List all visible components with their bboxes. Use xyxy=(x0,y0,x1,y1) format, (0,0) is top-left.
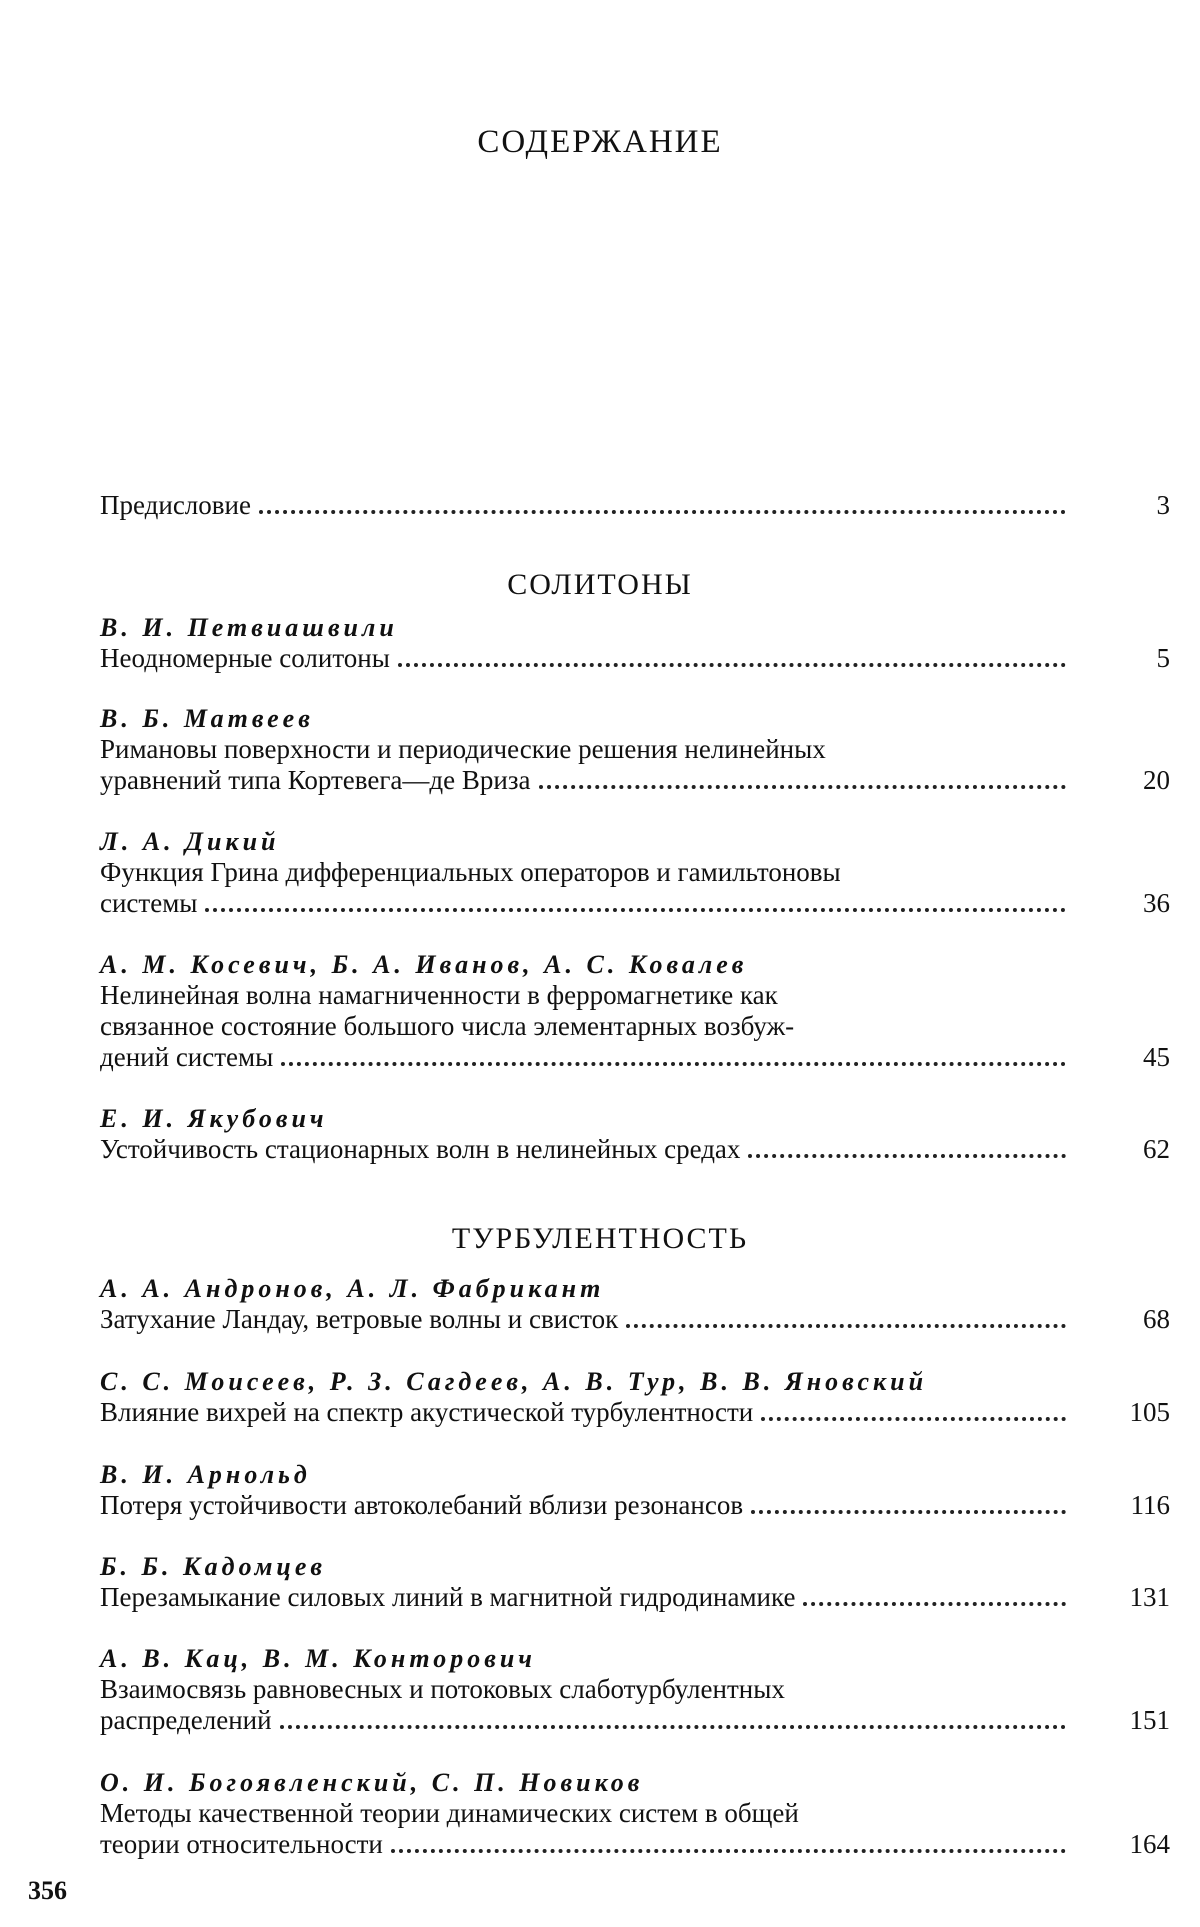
entry-page: 105 xyxy=(1129,1397,1170,1427)
toc-entry xyxy=(100,1459,1170,1521)
dot-leader xyxy=(539,785,1067,789)
toc-entry xyxy=(100,1273,1170,1335)
dot-leader xyxy=(398,663,1066,667)
entry-title-line: Влияние вихрей на спектр акустической турбулентности xyxy=(100,1397,754,1427)
toc-entry xyxy=(100,1366,1170,1428)
entry-page: 36 xyxy=(1143,888,1170,918)
entry-title-line: Затухание Ландау, ветровые волны и свисток xyxy=(100,1304,619,1334)
entry-title-line: теории относительности xyxy=(100,1829,383,1859)
dot-leader xyxy=(259,510,1066,514)
entry-page: 131 xyxy=(1129,1582,1170,1612)
entry-authors: А. А. Андронов, А. Л. Фабрикант xyxy=(100,1274,605,1303)
entry-title-line: уравнений типа Кортевега—де Вриза xyxy=(100,765,531,795)
entry-authors: С. С. Моисеев, Р. З. Сагдеев, А. В. Тур, В. В. Яновский xyxy=(100,1367,928,1396)
entry-page: 5 xyxy=(1156,643,1170,673)
entry-title-line: Неодномерные солитоны xyxy=(100,643,390,673)
entry-title-line: Взаимосвязь равновесных и потоковых слаботурбулентных xyxy=(100,1674,785,1704)
section-heading-solitons: СОЛИТОНЫ xyxy=(507,568,693,601)
preface-entry xyxy=(100,490,1170,521)
entry-title-line: Нелинейная волна намагниченности в ферромагнетике как xyxy=(100,980,778,1010)
entry-title-line: связанное состояние большого числа элементарных возбуж- xyxy=(100,1011,795,1041)
entry-authors: В. И. Арнольд xyxy=(100,1460,311,1489)
entry-title-line: Устойчивость стационарных волн в нелинейных средах xyxy=(100,1134,741,1164)
entry-authors: Б. Б. Кадомцев xyxy=(100,1552,327,1581)
section-heading-turbulence: ТУРБУЛЕНТНОСТЬ xyxy=(451,1222,749,1255)
entry-page: 151 xyxy=(1129,1705,1170,1735)
toc-entry xyxy=(100,1767,1170,1860)
entry-title-line: Римановы поверхности и периодические решения нелинейных xyxy=(100,734,826,764)
entry-title-line: дений системы xyxy=(100,1042,274,1072)
entry-authors: О. И. Богоявленский, С. П. Новиков xyxy=(100,1768,644,1797)
entry-authors: В. Б. Матвеев xyxy=(100,704,314,733)
entry-title-line: Функция Грина дифференциальных операторов и гамильтоновы xyxy=(100,857,841,887)
dot-leader xyxy=(205,908,1066,912)
page-number: 356 xyxy=(28,1876,67,1905)
entry-page: 116 xyxy=(1130,1490,1170,1520)
toc-entry xyxy=(100,1551,1170,1613)
toc-entry xyxy=(100,703,1170,796)
entry-page: 20 xyxy=(1143,765,1170,795)
toc-entry xyxy=(100,826,1170,919)
entry-page: 62 xyxy=(1143,1134,1170,1164)
entry-authors: Е. И. Якубович xyxy=(100,1104,328,1133)
entry-title-line: распределений xyxy=(100,1705,272,1735)
dot-leader xyxy=(391,1849,1066,1853)
entry-authors: Л. А. Дикий xyxy=(100,827,280,856)
entry-page: 45 xyxy=(1143,1042,1170,1072)
toc-entry xyxy=(100,1643,1170,1736)
entry-title-line: Методы качественной теории динамических систем в общей xyxy=(100,1798,799,1828)
entry-authors: А. В. Кац, В. М. Конторович xyxy=(100,1644,536,1673)
entry-page: 68 xyxy=(1143,1304,1170,1334)
dot-leader xyxy=(626,1324,1066,1328)
entry-title-line: Потеря устойчивости автоколебаний вблизи резонансов xyxy=(100,1490,744,1520)
dot-leader xyxy=(751,1510,1066,1514)
entry-title-line: Перезамыкание силовых линий в магнитной гидродинамике xyxy=(100,1582,796,1612)
dot-leader xyxy=(803,1602,1066,1606)
dot-leader xyxy=(761,1417,1066,1421)
toc-entry xyxy=(100,612,1170,674)
entry-title-line: системы xyxy=(100,888,198,918)
toc-entry xyxy=(100,949,1170,1073)
entry-authors: А. М. Косевич, Б. А. Иванов, А. С. Ковалев xyxy=(100,950,748,979)
dot-leader xyxy=(748,1154,1066,1158)
dot-leader xyxy=(280,1725,1066,1729)
dot-leader xyxy=(281,1062,1066,1066)
preface-page: 3 xyxy=(1156,490,1170,520)
toc-entry xyxy=(100,1103,1170,1165)
page-title: СОДЕРЖАНИЕ xyxy=(477,124,723,160)
preface-title: Предисловие xyxy=(100,490,251,520)
entry-page: 164 xyxy=(1129,1829,1170,1859)
entry-authors: В. И. Петвиашвили xyxy=(100,613,398,642)
